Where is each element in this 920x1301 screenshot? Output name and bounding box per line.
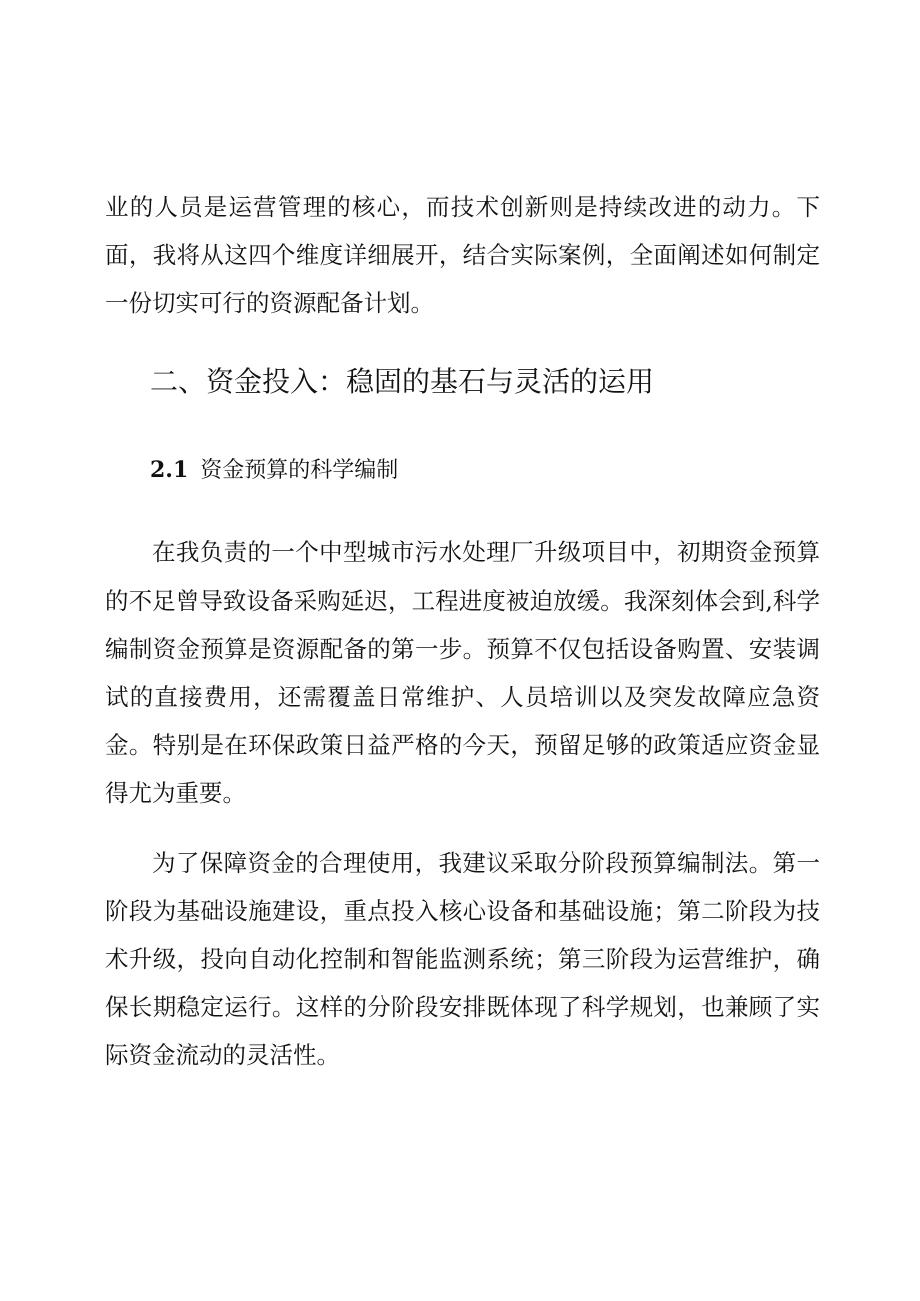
paragraph1-line-4: 试的直接费用，还需覆盖日常维护、人员培训以及突发故障应急资 (105, 683, 820, 711)
subsection-number: 2.1 (150, 457, 189, 483)
paragraph1-line-1: 在我负责的一个中型城市污水处理厂升级项目中，初期资金预算 (152, 538, 820, 566)
paragraph1-line-2: 的不足曾导致设备采购延迟，工程进度被迫放缓。我深刻体会到,科学 (105, 587, 820, 615)
intro-line-2: 面，我将从这四个维度详细展开，结合实际案例，全面阐述如何制定 (105, 241, 820, 269)
intro-line-3: 一份切实可行的资源配备计划。 (105, 289, 434, 317)
subsection-heading (150, 459, 398, 482)
section-heading: 二、资金投入：稳固的基石与灵活的运用 (150, 365, 655, 398)
intro-line-1: 业的人员是运营管理的核心，而技术创新则是持续改进的动力。下 (105, 193, 820, 221)
paragraph1-line-3: 编制资金预算是资源配备的第一步。预算不仅包括设备购置、安装调 (105, 635, 820, 663)
paragraph2-line-3: 术升级，投向自动化控制和智能监测系统；第三阶段为运营维护，确 (105, 945, 820, 973)
paragraph2-line-1: 为了保障资金的合理使用，我建议采取分阶段预算编制法。第一 (152, 849, 820, 877)
paragraph2-line-5: 际资金流动的灵活性。 (105, 1041, 340, 1069)
paragraph1-line-5: 金。特别是在环保政策日益严格的今天，预留足够的政策适应资金显 (105, 731, 820, 759)
paragraph1-line-6: 得尤为重要。 (105, 779, 246, 807)
subsection-title: 资金预算的科学编制 (200, 458, 399, 483)
paragraph2-line-2: 阶段为基础设施建设，重点投入核心设备和基础设施；第二阶段为技 (105, 897, 820, 925)
paragraph2-line-4: 保长期稳定运行。这样的分阶段安排既体现了科学规划，也兼顾了实 (105, 993, 820, 1021)
